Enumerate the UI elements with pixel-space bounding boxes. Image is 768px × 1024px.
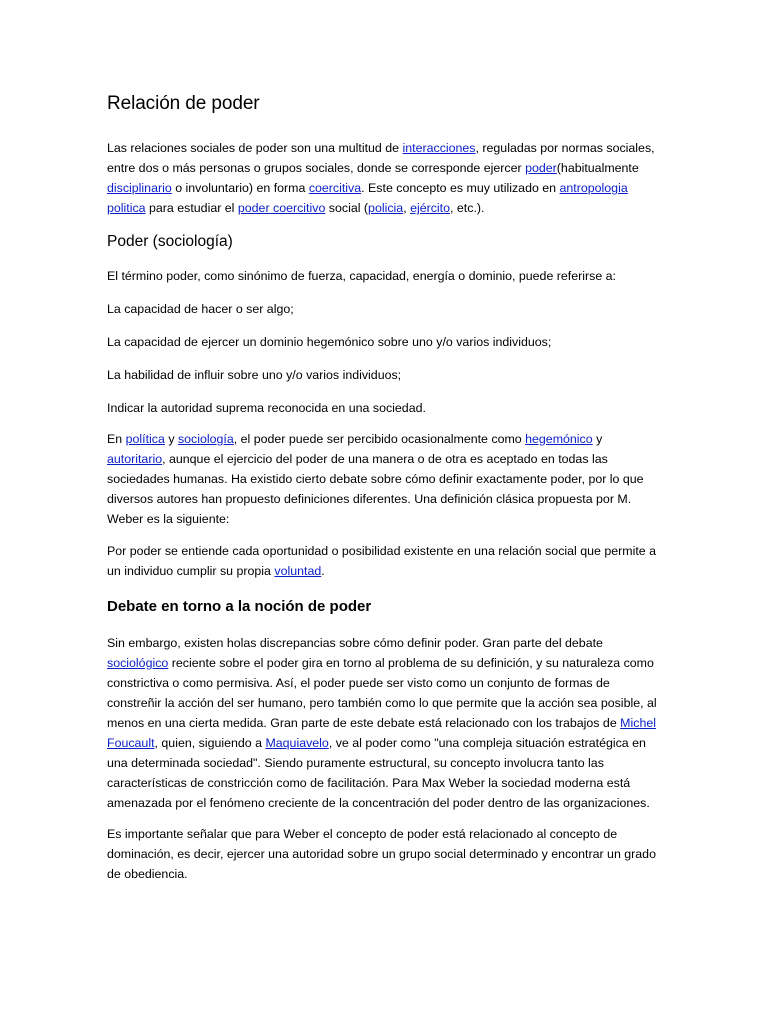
paragraph-definition-intro: El término poder, como sinónimo de fuerza, capacidad, energía o dominio, puede referirse a:: [107, 269, 616, 283]
section-heading-poder-sociologia: Poder (sociología): [107, 233, 233, 250]
paragraph-list-item-4: Indicar la autoridad suprema reconocida en una sociedad.: [107, 401, 426, 415]
text-run: Las relaciones sociales de poder son una multitud de: [107, 141, 403, 155]
link-michel-foucault[interactable]: Michel Foucault: [107, 715, 656, 750]
paragraph-list-item-1: La capacidad de hacer o ser algo;: [107, 302, 294, 316]
text-run: (habitualmente: [556, 161, 639, 175]
paragraph-weber-definition: [107, 541, 663, 581]
text-run: , ve al poder como "una compleja situación estratégica en una determinada sociedad". Siendo puramente estructural, su concepto involucra tanto las características de constricción como de facilitación. Para Max Weber la sociedad moderna está amenazada por el fenómeno creciente de la concentración del poder dentro de las organizaciones.: [107, 735, 650, 810]
text-run: para estudiar el: [145, 201, 238, 215]
intro-paragraph: [107, 138, 663, 218]
text-run: o involuntario) en forma: [171, 181, 309, 195]
link-autoritario[interactable]: autoritario: [107, 452, 163, 466]
text-run: Sin embargo, existen holas discrepancias sobre cómo definir poder. Gran parte del debate: [107, 635, 603, 650]
paragraph-list-item-3: La habilidad de influir sobre uno y/o varios individuos;: [107, 368, 402, 382]
link-politica[interactable]: política: [125, 432, 165, 446]
paragraph-weber-dominacion: Es importante señalar que para Weber el concepto de poder está relacionado al concepto de dominación, es decir, ejercer una autoridad sobre un grupo social determinado y encontrar un grado de obediencia.: [107, 827, 656, 881]
link-antropologia-politica[interactable]: antropologia politica: [107, 181, 628, 215]
text-run: En: [107, 432, 126, 446]
link-sociologia[interactable]: sociología: [177, 432, 234, 446]
paragraph-politica-sociologia: [107, 429, 663, 529]
text-run: Por poder se entiende cada oportunidad o posibilidad existente en una relación social que permite a un individuo cumplir su propia: [107, 543, 656, 578]
text-run: y: [164, 432, 178, 446]
text-run: , el poder puede ser percibido ocasionalmente como: [233, 432, 526, 446]
paragraph-debate: [107, 633, 663, 813]
link-poder[interactable]: poder: [525, 161, 557, 175]
link-hegemonico[interactable]: hegemónico: [525, 432, 593, 446]
link-interacciones[interactable]: interacciones: [402, 141, 476, 155]
text-run: . Este concepto es muy utilizado en: [361, 181, 560, 195]
text-run: , reguladas por normas sociales, entre dos o más personas o grupos sociales, donde se corresponde ejercer: [107, 141, 655, 175]
link-disciplinario[interactable]: disciplinario: [107, 181, 172, 195]
text-run: social (: [325, 201, 369, 215]
text-run: ,: [403, 201, 411, 215]
link-maquiavelo[interactable]: Maquiavelo: [265, 735, 329, 750]
text-run: reciente sobre el poder gira en torno al problema de su definición, y su naturaleza como constrictiva o como permisiva. Así, el poder puede ser visto como un conjunto de formas de constreñir la acción del ser humano, pero también como lo que permite que la acción sea posible, al menos en una cierta medida. Gran parte de este debate está relacionado con los trabajos de: [107, 655, 657, 730]
link-ejercito[interactable]: ejército: [410, 201, 451, 215]
paragraph-list-item-2: La capacidad de ejercer un dominio hegemónico sobre uno y/o varios individuos;: [107, 335, 552, 349]
section-heading-debate: Debate en torno a la noción de poder: [107, 597, 372, 615]
link-voluntad[interactable]: voluntad: [274, 563, 322, 578]
link-coercitiva[interactable]: coercitiva: [308, 181, 362, 195]
text-run: y: [592, 432, 603, 446]
link-poder-coercitivo[interactable]: poder coercitivo: [237, 201, 326, 215]
document-page: [107, 92, 663, 896]
text-run: , quien, siguiendo a: [154, 735, 266, 750]
link-sociologico[interactable]: sociológico: [107, 655, 169, 670]
page-title: Relación de poder: [107, 93, 260, 114]
text-run: .: [321, 563, 325, 578]
text-run: , etc.).: [450, 201, 485, 215]
link-policia[interactable]: policia: [368, 201, 404, 215]
text-run: , aunque el ejercicio del poder de una manera o de otra es aceptado en todas las sociedades humanas. Ha existido cierto debate sobre cómo definir exactamente poder, por lo que diversos autores han propuesto definiciones diferentes. Una definición clásica propuesta por M. Weber es la siguiente:: [107, 452, 644, 526]
